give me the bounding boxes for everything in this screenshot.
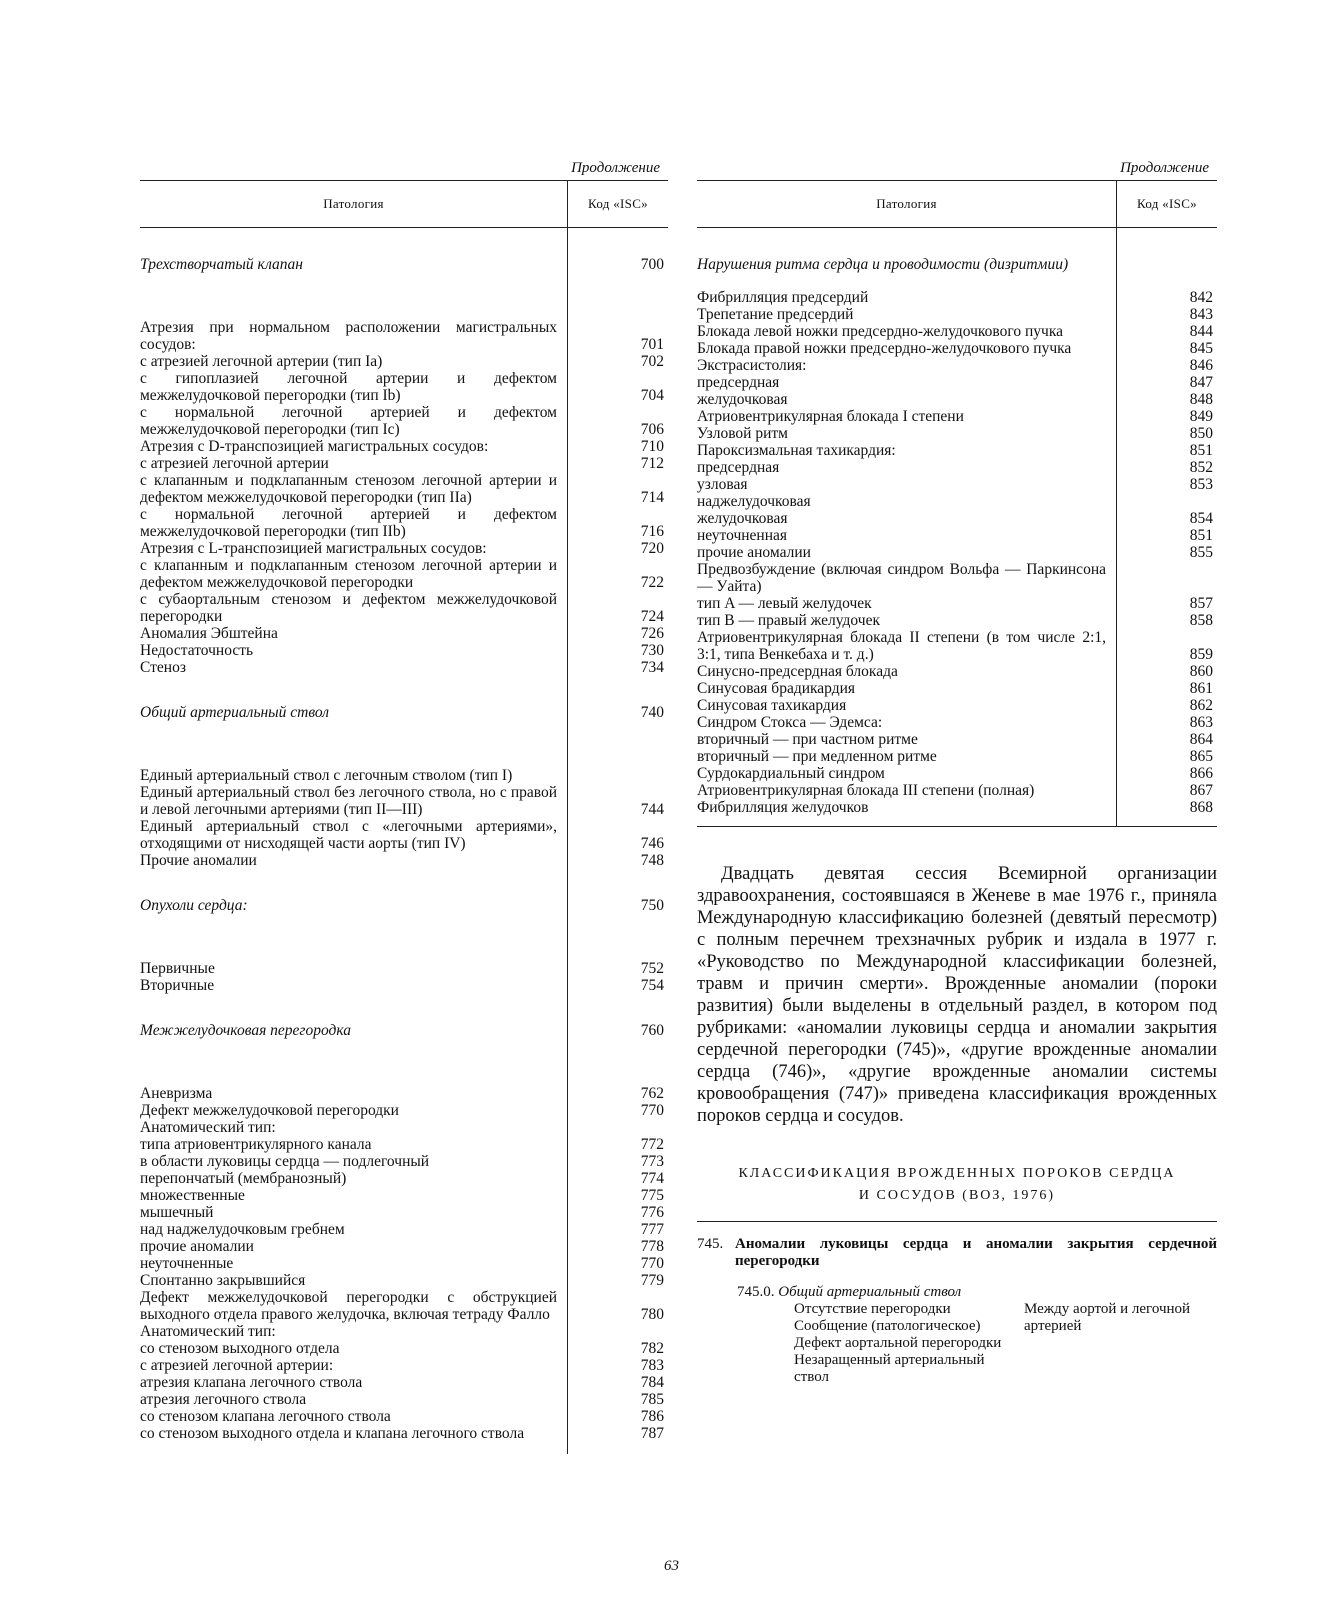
table-row (697, 714, 1217, 731)
table-row (140, 1170, 668, 1187)
pathology-cell: типа атриовентрикулярного канала (140, 1136, 372, 1153)
pathology-cell: мышечный (140, 1204, 214, 1221)
table-row (140, 1323, 668, 1340)
code-cell: 750 (568, 869, 669, 930)
classification-title (697, 1163, 1217, 1222)
pathology-cell: Первичные (140, 960, 215, 977)
code-cell (568, 1323, 669, 1340)
table-row (697, 782, 1217, 799)
code-cell: 861 (1117, 680, 1218, 697)
code-cell: 773 (568, 1153, 669, 1170)
code-cell: 706 (568, 404, 669, 438)
code-cell: 865 (1117, 748, 1218, 765)
entry-items (794, 1301, 1004, 1386)
pathology-cell: неуточненная (697, 527, 788, 544)
table-row (140, 1391, 668, 1408)
table-row (697, 408, 1217, 425)
code-cell: 780 (568, 1289, 669, 1323)
pathology-cell: Анатомический тип: (140, 1119, 276, 1136)
code-cell: 712 (568, 455, 669, 472)
table-row (140, 438, 668, 455)
table-row (140, 1102, 668, 1119)
pathology-cell: с клапанным и подклапанным стенозом легочной артерии и дефектом межжелудочковой перегородки (тип IIa) (140, 472, 557, 506)
table-row (140, 852, 668, 869)
table-row (697, 323, 1217, 340)
code-cell: 864 (1117, 731, 1218, 748)
code-cell: 787 (568, 1425, 669, 1454)
table-row (140, 1136, 668, 1153)
table-row (140, 1204, 668, 1221)
code-cell: 845 (1117, 340, 1218, 357)
table-row (697, 425, 1217, 442)
pathology-cell: вторичный — при медленном ритме (697, 748, 937, 765)
table-row (697, 476, 1217, 493)
code-cell: 851 (1117, 442, 1218, 459)
table-row (140, 455, 668, 472)
pathology-cell: Межжелудочковая перегородка (140, 1022, 351, 1039)
code-cell: 730 (568, 642, 669, 659)
pathology-cell: Атриовентрикулярная блокада II степени (в том числе 2:1, 3:1, типа Венкебаха и т. д.) (697, 629, 1106, 663)
section-heading-row (140, 676, 668, 737)
pathology-cell: Атрезия с D-транспозицией магистральных сосудов: (140, 438, 489, 455)
pathology-cell: со стенозом выходного отдела (140, 1340, 340, 1357)
table-row (140, 1425, 668, 1454)
table-row (697, 799, 1217, 827)
pathology-cell: с атрезией легочной артерии: (140, 1357, 334, 1374)
table-row (697, 527, 1217, 544)
pathology-cell: атрезия легочного ствола (140, 1391, 307, 1408)
pathology-cell: Аневризма (140, 1085, 213, 1102)
header-code: Код «ISC» (1117, 181, 1218, 228)
table-row (140, 1408, 668, 1425)
code-cell: 762 (568, 1055, 669, 1102)
table-row (697, 663, 1217, 680)
header-pathology: Патология (140, 181, 568, 228)
pathology-cell: с атрезией легочной артерии (140, 455, 329, 472)
pathology-cell: с атрезией легочной артерии (тип Ia) (140, 353, 383, 370)
pathology-cell: предсердная (697, 459, 780, 476)
pathology-cell: в области луковицы сердца — подлегочный (140, 1153, 430, 1170)
code-cell: 714 (568, 472, 669, 506)
pathology-cell: прочие аномалии (140, 1238, 254, 1255)
code-cell: 854 (1117, 510, 1218, 527)
code-cell: 734 (568, 659, 669, 676)
table-row (697, 374, 1217, 391)
pathology-cell: желудочковая (697, 510, 788, 527)
table-row (140, 540, 668, 557)
pathology-cell: Дефект межжелудочковой перегородки (140, 1102, 399, 1119)
entry-text: Аномалии луковицы сердца и аномалии закрытия сердечной перегородки (735, 1236, 1217, 1269)
code-cell: 770 (568, 1102, 669, 1119)
pathology-cell: Блокада правой ножки предсердно-желудочкового пучка (697, 340, 1072, 357)
pathology-cell: с клапанным и подклапанным стенозом легочной артерии и дефектом межжелудочковой перегородки (140, 557, 557, 591)
entry-number: 745. (697, 1236, 724, 1252)
pathology-cell: вторичный — при частном ритме (697, 731, 918, 748)
table-row (140, 1221, 668, 1238)
pathology-cell: Атрезия при нормальном расположении магистральных сосудов: (140, 319, 557, 353)
code-cell: 740 (568, 676, 669, 737)
table-row (140, 289, 668, 353)
code-cell: 863 (1117, 714, 1218, 731)
table-row (697, 510, 1217, 527)
table-row (697, 612, 1217, 629)
pathology-cell: Атриовентрикулярная блокада I степени (697, 408, 964, 425)
pathology-cell: над наджелудочковым гребнем (140, 1221, 345, 1238)
right-column (697, 156, 1217, 1386)
pathology-cell: тип A — левый желудочек (697, 595, 872, 612)
code-cell: 777 (568, 1221, 669, 1238)
table-row (140, 591, 668, 625)
table-row (697, 340, 1217, 357)
pathology-cell: предсердная (697, 374, 780, 391)
code-cell: 842 (1117, 289, 1218, 306)
code-cell: 726 (568, 625, 669, 642)
pathology-cell: Нарушения ритма сердца и проводимости (дизритмии) (697, 256, 1069, 273)
table-row (140, 625, 668, 642)
pathology-cell: желудочковая (697, 391, 788, 408)
section-heading-row (140, 994, 668, 1055)
pathology-cell: с гипоплазией легочной артерии и дефектом межжелудочковой перегородки (тип Ib) (140, 370, 557, 404)
code-cell: 848 (1117, 391, 1218, 408)
code-cell: 701 (568, 289, 669, 353)
code-cell: 859 (1117, 629, 1218, 663)
continuation-label-left: Продолжение (571, 160, 660, 176)
list-item: Дефект аортальной перегородки (794, 1335, 1002, 1351)
table-row (140, 1340, 668, 1357)
pathology-cell: Трепетание предсердий (697, 306, 854, 323)
table-row (140, 404, 668, 438)
pathology-cell: с субаортальным стенозом и дефектом межжелудочковой перегородки (140, 591, 557, 625)
table-row (140, 1289, 668, 1323)
entry-745-0 (697, 1284, 1217, 1386)
pathology-cell: наджелудочковая (697, 493, 811, 510)
pathology-cell: Синусно-предсердная блокада (697, 663, 898, 680)
code-cell: 852 (1117, 459, 1218, 476)
table-row (140, 1153, 668, 1170)
pathology-cell: перепончатый (мембранозный) (140, 1170, 347, 1187)
pathology-cell: Сурдокардиальный синдром (697, 765, 885, 782)
table-row (697, 731, 1217, 748)
table-row (140, 472, 668, 506)
pathology-cell: тип B — правый желудочек (697, 612, 880, 629)
header-code: Код «ISC» (568, 181, 669, 228)
pathology-cell: Синдром Стокса — Эдемса: (697, 714, 883, 731)
code-cell: 702 (568, 353, 669, 370)
classification-title-line1: КЛАССИФИКАЦИЯ ВРОЖДЕННЫХ ПОРОКОВ СЕРДЦА (738, 1166, 1176, 1181)
code-cell (1117, 561, 1218, 595)
section-heading-row (140, 869, 668, 930)
table-row (140, 506, 668, 540)
pathology-cell: атрезия клапана легочного ствола (140, 1374, 363, 1391)
code-cell: 851 (1117, 527, 1218, 544)
pathology-cell: с нормальной легочной артерией и дефектом межжелудочковой перегородки (тип IIb) (140, 506, 557, 540)
code-cell: 858 (1117, 612, 1218, 629)
code-cell: 700 (568, 228, 669, 290)
code-cell: 860 (1117, 663, 1218, 680)
pathology-cell: Трехстворчатый клапан (140, 256, 303, 273)
code-cell: 786 (568, 1408, 669, 1425)
entry-745 (697, 1236, 1217, 1270)
list-item: Отсутствие перегородки (794, 1301, 951, 1317)
pathology-cell: Синусовая брадикардия (697, 680, 856, 697)
pathology-cell: Опухоли сердца: (140, 897, 248, 914)
code-cell: 785 (568, 1391, 669, 1408)
table-row (140, 737, 668, 784)
table-row (697, 629, 1217, 663)
pathology-cell: прочие аномалии (697, 544, 811, 561)
pathology-table-right (697, 180, 1217, 827)
table-header (697, 181, 1217, 228)
code-cell: 722 (568, 557, 669, 591)
pathology-cell: Фибрилляция желудочков (697, 799, 869, 816)
table-row (697, 680, 1217, 697)
table-row (140, 818, 668, 852)
table-row (140, 659, 668, 676)
table-row (697, 357, 1217, 374)
pathology-cell: Недостаточность (140, 642, 254, 659)
pathology-cell: Атриовентрикулярная блокада III степени (полная) (697, 782, 1035, 799)
table-row (697, 544, 1217, 561)
pathology-table-left (140, 180, 668, 1454)
table-row (140, 353, 668, 370)
code-cell: 866 (1117, 765, 1218, 782)
code-cell: 704 (568, 370, 669, 404)
table-row (697, 289, 1217, 306)
pathology-cell: Единый артериальный ствол с легочным стволом (тип I) (140, 767, 513, 784)
code-cell (568, 1119, 669, 1136)
code-cell: 853 (1117, 476, 1218, 493)
classification-title-line2: И СОСУДОВ (ВОЗ, 1976) (858, 1188, 1056, 1203)
table-row (697, 493, 1217, 510)
code-cell: 867 (1117, 782, 1218, 799)
code-cell: 782 (568, 1340, 669, 1357)
table-row (140, 1272, 668, 1289)
table-row (140, 1374, 668, 1391)
table-row (140, 930, 668, 977)
code-cell: 846 (1117, 357, 1218, 374)
pathology-cell: Предвозбуждение (включая синдром Вольфа — Паркинсона — Уайта) (697, 561, 1106, 595)
code-cell: 744 (568, 784, 669, 818)
section-heading-row (140, 228, 668, 290)
table-row (140, 557, 668, 591)
entry-title: Общий артериальный ствол (778, 1284, 962, 1300)
code-cell: 778 (568, 1238, 669, 1255)
code-cell: 847 (1117, 374, 1218, 391)
pathology-cell: Экстрасистолия: (697, 357, 807, 374)
table-row (140, 642, 668, 659)
pathology-cell: Аномалия Эбштейна (140, 625, 278, 642)
table-row (140, 977, 668, 994)
pathology-cell: Атрезия с L-транспозицией магистральных сосудов: (140, 540, 487, 557)
body-paragraph: Двадцать девятая сессия Всемирной организации здравоохранения, состоявшаяся в Женеве в мае 1976 г., приняла Международную классификацию болезней (девятый пересмотр) с полным перечнем трехзначных рубрик и издала в 1977 г. «Руководство по Международной классификации болезней, травм и причин смерти». Врожденные аномалии (пороки развития) были выделены в отдельный раздел, в котором под рубриками: «аномалии луковицы сердца и аномалии закрытия сердечной перегородки (745)», «другие врожденные аномалии сердца (746)», «другие врожденные аномалии системы кровообращения (747)» приведена классификация врожденных пороков сердца и сосудов. (697, 864, 1217, 1126)
code-cell: 746 (568, 818, 669, 852)
pathology-cell: Узловой ритм (697, 425, 788, 442)
table-row (697, 697, 1217, 714)
pathology-cell: Единый артериальный ствол без легочного ствола, но с правой и левой легочными артериями (тип II—III) (140, 784, 557, 818)
code-cell: 716 (568, 506, 669, 540)
code-cell: 843 (1117, 306, 1218, 323)
code-cell: 770 (568, 1255, 669, 1272)
code-cell: 844 (1117, 323, 1218, 340)
pathology-cell: Единый артериальный ствол с «легочными артериями», отходящими от нисходящей части аорты (тип IV) (140, 818, 557, 852)
table-row (697, 306, 1217, 323)
table-row (140, 1357, 668, 1374)
table-row (140, 1055, 668, 1102)
pathology-cell: Фибрилляция предсердий (697, 289, 869, 306)
code-cell (1117, 228, 1218, 290)
table-row (140, 370, 668, 404)
table-row (140, 1187, 668, 1204)
code-cell: 772 (568, 1136, 669, 1153)
pathology-cell: неуточненные (140, 1255, 234, 1272)
list-item: Незаращенный артериальный ствол (794, 1352, 985, 1385)
pathology-cell: Пароксизмальная тахикардия: (697, 442, 896, 459)
code-cell: 855 (1117, 544, 1218, 561)
code-cell: 849 (1117, 408, 1218, 425)
table-row (697, 765, 1217, 782)
pathology-cell: множественные (140, 1187, 245, 1204)
entry-side-note: Между аортой и легочной артерией (1024, 1301, 1191, 1334)
pathology-cell: Вторичные (140, 977, 215, 994)
pathology-cell: Дефект межжелудочковой перегородки с обструкцией выходного отдела правого желудочка, включая тетраду Фалло (140, 1289, 557, 1323)
code-cell: 754 (568, 977, 669, 994)
list-item: Сообщение (патологическое) (794, 1318, 981, 1334)
table-row (697, 391, 1217, 408)
table-row (697, 748, 1217, 765)
code-cell: 720 (568, 540, 669, 557)
code-cell: 776 (568, 1204, 669, 1221)
pathology-cell: Синусовая тахикардия (697, 697, 847, 714)
table-header (140, 181, 668, 228)
code-cell: 850 (1117, 425, 1218, 442)
code-cell: 760 (568, 994, 669, 1055)
pathology-cell: Анатомический тип: (140, 1323, 276, 1340)
pathology-cell: Блокада левой ножки предсердно-желудочкового пучка (697, 323, 1063, 340)
pathology-cell: Спонтанно закрывшийся (140, 1272, 306, 1289)
section-heading-row (697, 228, 1217, 290)
code-cell: 774 (568, 1170, 669, 1187)
pathology-cell: со стенозом клапана легочного ствола (140, 1408, 391, 1425)
header-pathology: Патология (697, 181, 1117, 228)
pathology-cell: Прочие аномалии (140, 852, 257, 869)
table-row (140, 784, 668, 818)
code-cell: 783 (568, 1357, 669, 1374)
pathology-cell: с нормальной легочной артерией и дефектом межжелудочковой перегородки (тип Ic) (140, 404, 557, 438)
pathology-cell: узловая (697, 476, 748, 493)
entry-number: 745.0. (737, 1284, 775, 1300)
pathology-cell: со стенозом выходного отдела и клапана легочного ствола (140, 1425, 525, 1442)
left-column (140, 156, 668, 1454)
code-cell: 857 (1117, 595, 1218, 612)
table-row (697, 442, 1217, 459)
code-cell: 779 (568, 1272, 669, 1289)
table-row (697, 459, 1217, 476)
code-cell: 724 (568, 591, 669, 625)
code-cell (1117, 493, 1218, 510)
code-cell: 710 (568, 438, 669, 455)
code-cell: 784 (568, 1374, 669, 1391)
continuation-label-right: Продолжение (1120, 160, 1209, 176)
page-number: 63 (664, 1558, 679, 1574)
table-row (697, 595, 1217, 612)
pathology-cell: Стеноз (140, 659, 186, 676)
code-cell (568, 737, 669, 784)
table-row (140, 1119, 668, 1136)
code-cell: 862 (1117, 697, 1218, 714)
code-cell: 868 (1117, 799, 1218, 827)
table-row (697, 561, 1217, 595)
table-row (140, 1238, 668, 1255)
code-cell: 775 (568, 1187, 669, 1204)
code-cell: 752 (568, 930, 669, 977)
pathology-cell: Общий артериальный ствол (140, 704, 330, 721)
table-row (140, 1255, 668, 1272)
code-cell: 748 (568, 852, 669, 869)
